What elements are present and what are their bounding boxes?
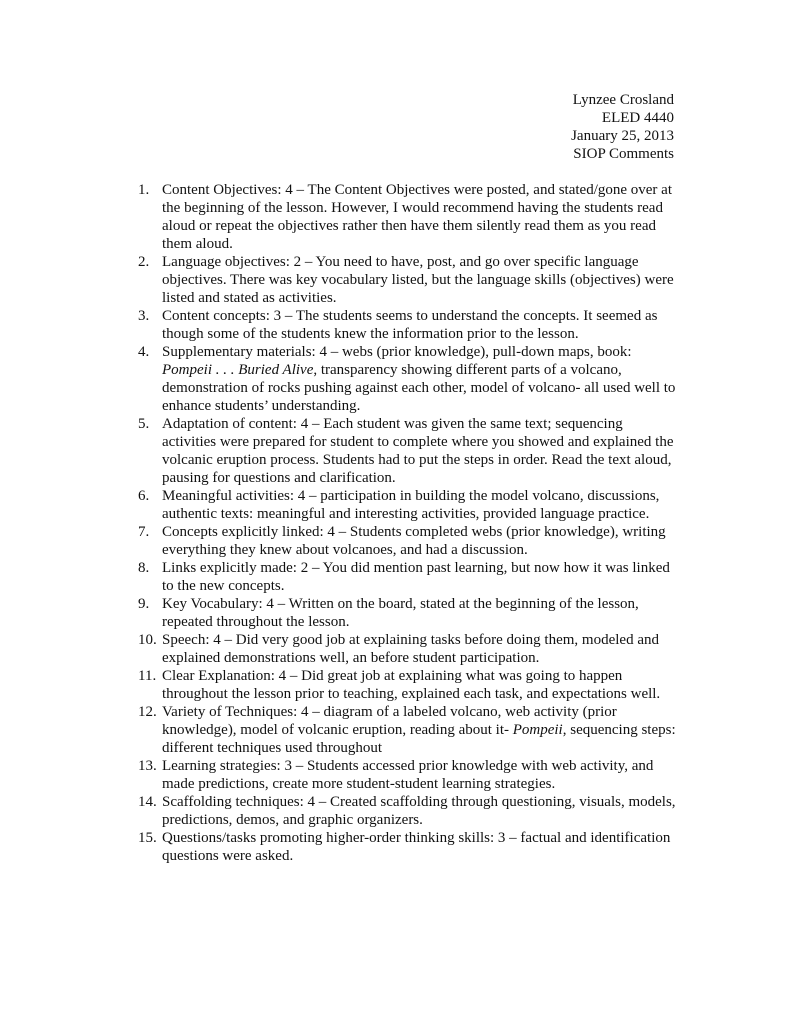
item-text: Speech: 4 – Did very good job at explaining tasks before doing them, modeled and explained demonstrations well, an before student participation. bbox=[162, 632, 659, 666]
list-item bbox=[138, 343, 678, 415]
item-text: Learning strategies: 3 – Students accessed prior knowledge with web activity, and made predictions, create more student-student learning strategies. bbox=[162, 758, 654, 792]
list-item bbox=[138, 559, 678, 595]
list-item bbox=[138, 307, 678, 343]
item-text-after: , sequencing steps: different techniques used throughout bbox=[162, 722, 676, 756]
item-text: Adaptation of content: 4 – Each student was given the same text; sequencing activities were prepared for student to complete where you showed and explained the volcanic eruption process. Students had to put the steps in order. Read the text aloud, pausing for questions and clarification. bbox=[162, 416, 674, 486]
item-text: Content concepts: 3 – The students seems to understand the concepts. It seemed as though some of the students knew the information prior to the lesson. bbox=[162, 308, 658, 342]
book-title: Pompeii . . . Buried Alive bbox=[162, 362, 314, 378]
item-number: 15. bbox=[138, 830, 157, 846]
item-number: 13. bbox=[138, 758, 157, 774]
list-item bbox=[138, 703, 678, 757]
item-number: 5. bbox=[138, 416, 150, 432]
item-number: 4. bbox=[138, 344, 150, 360]
item-number: 7. bbox=[138, 524, 150, 540]
book-title: Pompeii bbox=[512, 722, 563, 738]
document-title: SIOP Comments bbox=[573, 146, 674, 162]
item-number: 3. bbox=[138, 308, 150, 324]
list-item bbox=[138, 757, 678, 793]
item-number: 1. bbox=[138, 182, 150, 198]
list-item bbox=[138, 595, 678, 631]
item-text-before: Variety of Techniques: 4 – diagram of a labeled volcano, web activity (prior knowledge), model of volcanic eruption, reading about it- bbox=[162, 704, 617, 738]
item-text: Language objectives: 2 – You need to have, post, and go over specific language objectives. There was key vocabulary listed, but the language skills (objectives) were listed and stated as activities. bbox=[162, 254, 674, 306]
item-number: 10. bbox=[138, 632, 157, 648]
author-name: Lynzee Crosland bbox=[572, 92, 674, 108]
list-item bbox=[138, 415, 678, 487]
item-text-after: , transparency showing different parts of a volcano, demonstration of rocks pushing against each other, model of volcano- all used well to enhance students’ understanding. bbox=[162, 362, 676, 414]
item-number: 9. bbox=[138, 596, 150, 612]
item-text: Scaffolding techniques: 4 – Created scaffolding through questioning, visuals, models, predictions, demos, and graphic organizers. bbox=[162, 794, 676, 828]
item-text: Questions/tasks promoting higher-order thinking skills: 3 – factual and identification questions were asked. bbox=[162, 830, 671, 864]
item-text: Links explicitly made: 2 – You did mention past learning, but now how it was linked to the new concepts. bbox=[162, 560, 670, 594]
course-code: ELED 4440 bbox=[601, 110, 674, 126]
item-text: Content Objectives: 4 – The Content Objectives were posted, and stated/gone over at the beginning of the lesson. However, I would recommend having the students read aloud or repeat the objectives rather then have them silently read them as you read them aloud. bbox=[162, 182, 673, 252]
item-number: 2. bbox=[138, 254, 150, 270]
item-number: 14. bbox=[138, 794, 157, 810]
list-item bbox=[138, 487, 678, 523]
list-item bbox=[138, 829, 678, 865]
item-text: Clear Explanation: 4 – Did great job at explaining what was going to happen throughout the lesson prior to teaching, explained each task, and expectations well. bbox=[162, 668, 661, 702]
header-block bbox=[571, 91, 674, 163]
item-number: 11. bbox=[138, 668, 157, 684]
list-item bbox=[138, 667, 678, 703]
item-number: 8. bbox=[138, 560, 150, 576]
list-item bbox=[138, 181, 678, 253]
list-item bbox=[138, 523, 678, 559]
item-number: 6. bbox=[138, 488, 150, 504]
item-text-before: Supplementary materials: 4 – webs (prior knowledge), pull-down maps, book: bbox=[162, 344, 632, 360]
document-date: January 25, 2013 bbox=[571, 128, 674, 144]
list-item bbox=[138, 793, 678, 829]
list-item bbox=[138, 253, 678, 307]
comments-list bbox=[138, 181, 678, 865]
list-item bbox=[138, 631, 678, 667]
item-number: 12. bbox=[138, 704, 157, 720]
item-text: Key Vocabulary: 4 – Written on the board, stated at the beginning of the lesson, repeated throughout the lesson. bbox=[162, 596, 639, 630]
item-text: Meaningful activities: 4 – participation in building the model volcano, discussions, authentic texts: meaningful and interesting activities, provided language practice. bbox=[162, 488, 660, 522]
item-text: Concepts explicitly linked: 4 – Students completed webs (prior knowledge), writing everything they knew about volcanoes, and had a discussion. bbox=[162, 524, 666, 558]
